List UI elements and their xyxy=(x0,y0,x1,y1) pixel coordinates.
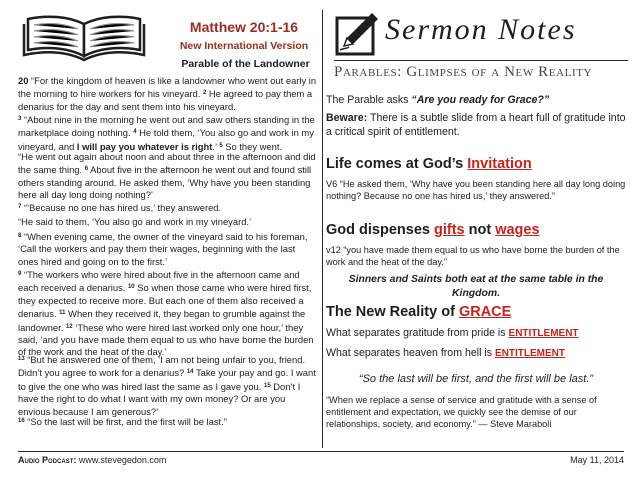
beware-label: Beware: xyxy=(326,112,368,124)
heading-text: not xyxy=(464,222,496,238)
verse-number: 12 xyxy=(65,323,73,330)
heading-new-reality xyxy=(326,304,511,320)
note-highlight: ENTITLEMENT xyxy=(495,348,565,359)
passage-title: Parable of the Landowner xyxy=(181,58,310,70)
verse-number: 2 xyxy=(202,90,207,97)
podcast-label: Audio Podcast: xyxy=(18,455,77,465)
verse-number: 5 xyxy=(219,142,223,149)
verse-number: 15 xyxy=(263,382,271,389)
note-text: There is a subtle slide from a heart full of gratitude into a critical spirit of entitlement. xyxy=(326,112,626,138)
scripture-paragraph xyxy=(18,201,318,214)
heading-highlight: wages xyxy=(495,222,540,238)
verse-emphasis: I will pay you whatever is right xyxy=(76,140,213,152)
open-book-icon xyxy=(20,10,148,62)
verse-number: 9 xyxy=(18,271,22,277)
note-text: The Parable asks xyxy=(326,94,412,106)
heading-text: The New Reality of xyxy=(326,304,459,320)
verse-number: 11 xyxy=(59,310,66,317)
podcast-url[interactable]: www.stevegedon.com xyxy=(76,455,167,465)
note-text: What separates gratitude from pride is xyxy=(326,327,509,339)
verse-text: “For the kingdom of heaven is like a landowner who went out early in the morning to hire workers for his vineyard. xyxy=(18,75,317,100)
verse-number: 6 xyxy=(84,166,89,173)
verse-text: So they went. xyxy=(222,140,283,152)
sermon-date: May 11, 2014 xyxy=(570,455,624,465)
verse-text: .’ xyxy=(212,140,220,152)
heaven-hell-note xyxy=(326,346,626,361)
footer-rule xyxy=(18,451,624,452)
verse-text: “He said to them, ‘You also go and work in my vineyard.’ xyxy=(18,216,252,227)
note-highlight: ENTITLEMENT xyxy=(508,328,579,339)
verse-text: “But he answered one of them, ‘I am not being unfair to you, friend. Didn’t you agree to work for a denarius? xyxy=(18,354,306,379)
verse-number: 13 xyxy=(18,356,25,362)
beware-note xyxy=(326,111,626,139)
verse-text: “About nine in the morning he went out and saw others standing in the marketplace doing nothing. xyxy=(18,114,315,139)
header-rule xyxy=(334,60,628,61)
verse-text: Take your pay and go. I want to give the one who was hired last the same as I gave you. xyxy=(18,367,316,392)
verse-number: 14 xyxy=(186,369,194,376)
verse-text: “So the last will be first, and the first will be last.” xyxy=(24,416,227,427)
note-text: What separates heaven from hell is xyxy=(326,347,495,359)
column-divider xyxy=(322,10,323,448)
verse-text: So when those came who were hired first, they expected to receive more. But each one of them also received a denarius. xyxy=(18,282,312,320)
scripture-paragraph xyxy=(18,216,318,228)
verse-text: “‘Because no one has hired us,’ they answered. xyxy=(21,202,222,213)
maraboli-quote: “When we replace a sense of service and gratitude with a sense of entitlement and expectation, we quickly see the demise of our relationships, society, and economy.” — Steve Maraboli xyxy=(326,395,597,430)
heading-invitation xyxy=(326,156,532,172)
question-emphasis: “Are you ready for Grace?” xyxy=(411,94,550,106)
scripture-paragraph xyxy=(18,75,318,113)
verse-number: 4 xyxy=(133,129,137,136)
verse-number: 20 xyxy=(18,75,29,86)
sermon-series-subtitle: Parables: Glimpses of a New Reality xyxy=(334,64,593,80)
scripture-paragraph xyxy=(18,353,318,418)
verse-text: “He went out again about noon and about three in the afternoon and did the same thing. xyxy=(18,151,316,176)
scripture-paragraph xyxy=(18,415,318,428)
verse-text: He told them, ‘You also go and work in my vineyard, and xyxy=(18,127,314,152)
verse-6-note: V6 “He asked them, ‘Why have you been standing here all day long doing nothing? Because no one has hired us,’ they answered.” xyxy=(326,179,626,202)
last-first-quote: “So the last will be first, and the first will be last.” xyxy=(358,373,594,385)
heading-highlight: gifts xyxy=(433,222,465,238)
heading-gifts-not-wages xyxy=(326,222,540,238)
heading-highlight: GRACE xyxy=(458,304,512,320)
verse-number: 7 xyxy=(18,204,22,210)
verse-number: 10 xyxy=(127,284,135,291)
verse-text: About five in the afternoon he went out and found still others standing around. He asked them, ‘Why have you been standing here all day long doing nothing?’ xyxy=(18,164,312,201)
audio-podcast-info xyxy=(18,455,166,465)
verse-number: 8 xyxy=(18,233,22,239)
scripture-paragraph xyxy=(18,151,318,202)
heading-highlight: Invitation xyxy=(467,156,532,172)
scripture-paragraph xyxy=(18,113,318,153)
passage-reference: Matthew 20:1-16 xyxy=(189,19,299,35)
verse-number: 16 xyxy=(18,418,25,424)
sinners-saints-note: Sinners and Saints both eat at the same table in the Kingdom. xyxy=(348,274,604,299)
verse-12-note: v12 “you have made them equal to us who have borne the burden of the work and the heat of the day.” xyxy=(326,245,620,268)
verse-text: “When evening came, the owner of the vineyard said to his foreman, ‘Call the workers and pay them their wages, beginning with the last ones hired and going on to the first.’ xyxy=(18,231,308,267)
pen-writing-icon xyxy=(334,10,382,58)
gratitude-pride-note xyxy=(326,326,626,341)
sermon-notes-title: Sermon Notes xyxy=(385,13,577,46)
verse-text: “The workers who were hired about five in the afternoon came and each received a denarius. xyxy=(18,269,300,294)
verse-text: He agreed to pay them a denarius for the day and sent them into his vineyard. xyxy=(18,88,313,112)
scripture-paragraph xyxy=(18,268,318,359)
passage-version: New International Version xyxy=(179,40,309,52)
verse-text: ‘These who were hired last worked only one hour,’ they said, ‘and you have made them equal to us who have borne the burden of the work and the heat of the day.’ xyxy=(18,321,314,358)
verse-text: Don’t I have the right to do what I want with my own money? Or are you envious because I am generous?’ xyxy=(18,380,301,417)
scripture-paragraph xyxy=(18,230,318,268)
verse-number: 3 xyxy=(18,116,22,122)
verse-text: When they received it, they began to grumble against the landowner. xyxy=(18,308,306,333)
heading-text: God dispenses xyxy=(326,222,434,238)
heading-text: Life comes at God’s xyxy=(326,156,468,172)
parable-question xyxy=(326,93,626,107)
